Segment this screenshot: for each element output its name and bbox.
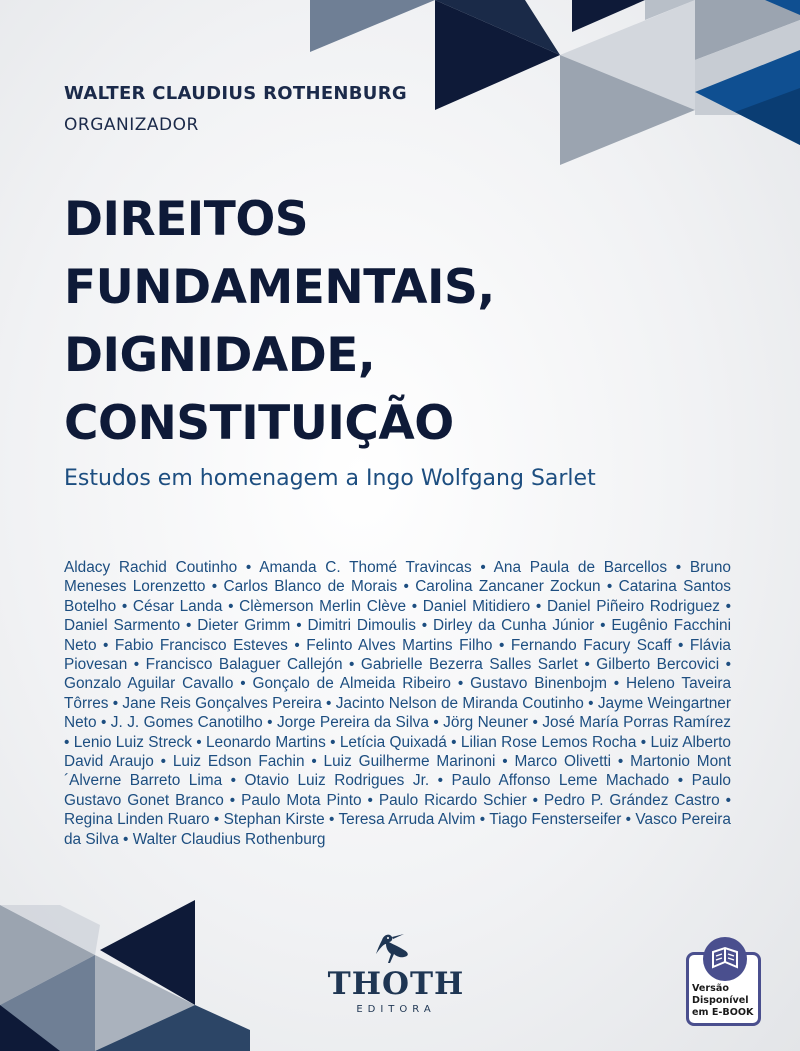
ebook-line <box>692 1007 760 1019</box>
title-line: CONSTITUIÇÃO <box>64 396 454 451</box>
ebook-line-bold: E-BOOK <box>711 1007 754 1018</box>
organizer-role: ORGANIZADOR <box>64 115 199 135</box>
ebook-badge-text <box>692 983 760 1019</box>
ibis-bird-icon <box>374 930 418 968</box>
title-line: DIREITOS <box>64 192 309 247</box>
title-line: FUNDAMENTAIS, <box>64 260 495 315</box>
publisher-name: THOTH <box>327 966 465 1002</box>
organizer-name: WALTER CLAUDIUS ROTHENBURG <box>64 83 407 104</box>
publisher-logo <box>316 930 476 1015</box>
book-title <box>64 186 624 458</box>
contributors-list: Aldacy Rachid Coutinho • Amanda C. Thomé Travincas • Ana Paula de Barcellos • Bruno Meneses Lorenzetto • Carlos Blanco de Morais • Carolina Zancaner Zockun • Catarina Santos Botelho • César Landa • Clèmerson Merlin Clève • Daniel Mitidiero • Daniel Piñeiro Rodriguez • Daniel Sarmento • Dieter Grimm • Dimitri Dimoulis • Dirley da Cunha Júnior • Eugênio Facchini Neto • Fabio Francisco Esteves • Felinto Alves Martins Filho • Fernando Facury Scaff • Flávia Piovesan • Francisco Balaguer Callejón • Gabrielle Bezerra Salles Sarlet • Gilberto Bercovici • Gonzalo Aguilar Cavallo • Gonçalo de Almeida Ribeiro • Gustavo Binenbojm • Heleno Taveira Tôrres • Jane Reis Gonçalves Pereira • Jacinto Nelson de Miranda Coutinho • Jayme Weingartner Neto • J. J. Gomes Canotilho • Jorge Pereira da Silva • Jörg Neuner • José María Porras Ramírez • Lenio Luiz Streck • Leonardo Martins • Letícia Quixadá • Lilian Rose Lemos Rocha • Luiz Alberto David Araujo • Luiz Edson Fachin • Luiz Guilherme Marinoni • Marco Olivetti • Martonio Mont´Alverne Barreto Lima • Otavio Luiz Rodrigues Jr. • Paulo Affonso Leme Machado • Paulo Gustavo Gonet Branco • Paulo Mota Pinto • Paulo Ricardo Schier • Pedro P. Grández Castro • Regina Linden Ruaro • Stephan Kirste • Teresa Arruda Alvim • Tiago Fensterseifer • Vasco Pereira da Silva • Walter Claudius Rothenburg <box>64 559 731 848</box>
ebook-book-icon <box>702 936 748 982</box>
ebook-line: Versão <box>692 983 729 994</box>
book-subtitle: Estudos em homenagem a Ingo Wolfgang Sarlet <box>64 466 596 491</box>
publisher-subname: EDITORA <box>356 1004 436 1015</box>
ebook-line: Disponível <box>692 995 749 1006</box>
title-line: DIGNIDADE, <box>64 328 376 383</box>
ebook-line-prefix: em <box>692 1007 712 1018</box>
